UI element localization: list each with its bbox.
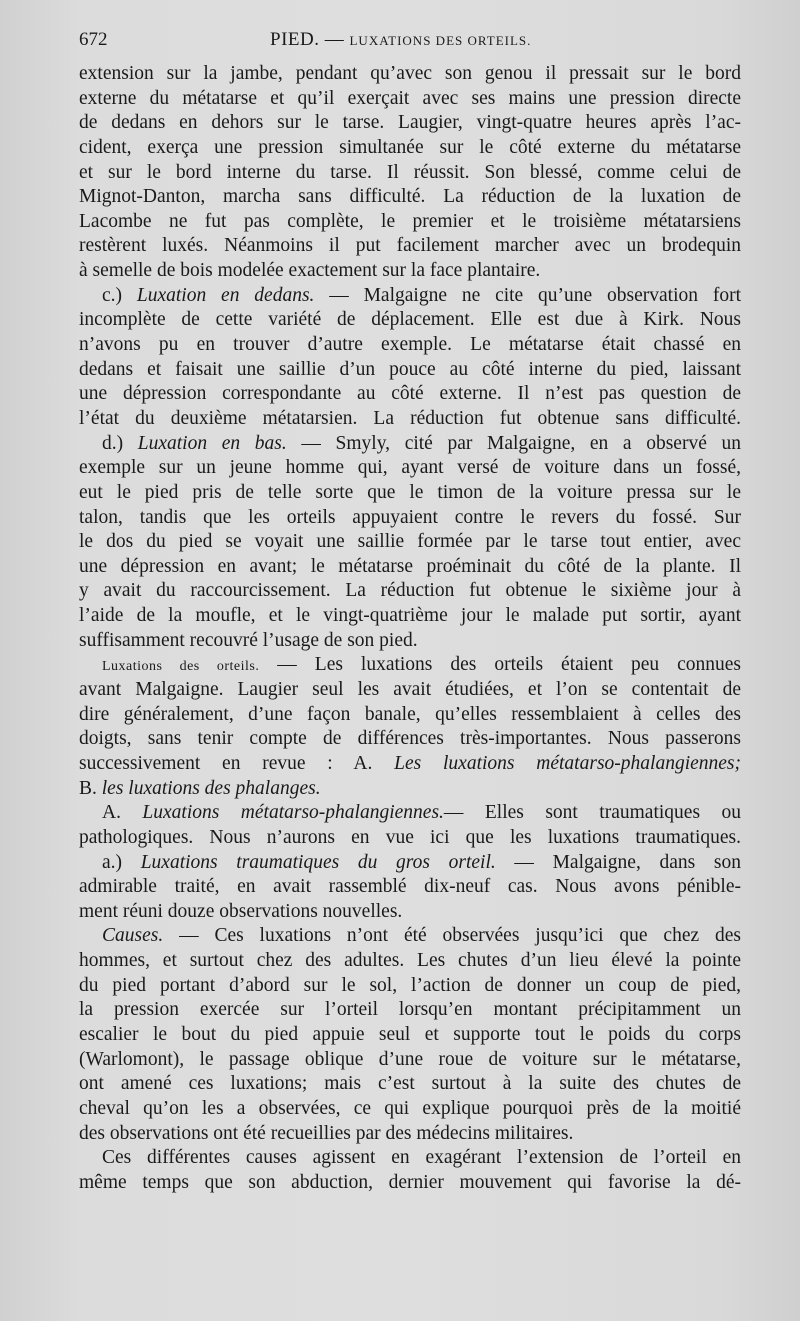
text-line [79, 1097, 741, 1122]
text-line [79, 924, 741, 949]
line-text: une dépression correspondante au côté externe. Il n’est pas question de [79, 383, 741, 405]
line-text: doigts, sans tenir compte de différences très-importantes. Nous passerons [79, 728, 741, 750]
text-line [79, 1048, 741, 1073]
line-text: — Les luxations des orteils étaient peu connues [259, 654, 741, 676]
line-text: extension sur la jambe, pendant qu’avec son genou il pressait sur le bord [79, 63, 741, 84]
page-number: 672 [79, 29, 108, 50]
line-text: le dos du pied se voyait une saillie formée par le tarse tout entier, avec [79, 531, 741, 553]
text-line [79, 801, 741, 826]
text-line [79, 1171, 741, 1196]
line-text: — Malgaigne ne cite qu’une observation fort [314, 284, 742, 306]
line-text: talon, tandis que les orteils appuyaient contre le revers du fossé. Sur [79, 506, 741, 528]
line-text: dedans et faisait une saillie d’un pouce au côté interne du pied, laissant [79, 358, 741, 380]
body-text [79, 62, 741, 1195]
italic-heading: Luxations métatarso-phalangiennes. [142, 802, 444, 824]
text-line [79, 530, 741, 555]
italic-heading: Luxations traumatiques du gros orteil. [140, 851, 496, 873]
line-text: Ces différentes causes agissent en exagérant l’extension de l’orteil en [102, 1147, 741, 1169]
text-line [79, 1122, 741, 1147]
text-line [79, 1072, 741, 1097]
text-line [79, 136, 741, 161]
text-line [79, 161, 741, 186]
text-line [79, 481, 741, 506]
text-line [79, 358, 741, 383]
text-line [79, 752, 741, 777]
text-line [79, 210, 741, 235]
line-text: escalier le bout du pied appuie seul et supporte tout le poids du corps [79, 1023, 741, 1045]
text-line [79, 998, 741, 1023]
line-text: admirable traité, en avait rassemblé dix-neuf cas. Nous avons pénible- [79, 876, 741, 898]
line-text: à semelle de bois modelée exactement sur la face plantaire. [79, 260, 541, 282]
italic-heading: Les luxations métatarso-phalangiennes; [394, 752, 741, 774]
running-header [79, 29, 741, 55]
line-text: une dépression en avant; le métatarse proéminait du côté de la plante. Il [79, 555, 741, 577]
text-line [79, 900, 741, 925]
text-line [79, 185, 741, 210]
line-text: cident, exerça une pression simultanée sur le côté externe du métatarse [79, 136, 741, 158]
text-line [79, 333, 741, 358]
text-line [79, 87, 741, 112]
running-title [270, 29, 531, 51]
text-line [79, 727, 741, 752]
text-line [79, 1023, 741, 1048]
text-line [79, 604, 741, 629]
line-text: pathologiques. Nous n’aurons en vue ici que les luxations traumatiques. [79, 826, 741, 848]
text-line [79, 974, 741, 999]
italic-heading: les luxations des phalanges. [101, 777, 321, 799]
line-text: la pression exercée sur l’orteil lorsqu’en montant précipitamment un [79, 999, 741, 1021]
line-text: avant Malgaigne. Laugier seul les avait étudiées, et l’on se contentait de [79, 679, 741, 701]
text-line [79, 653, 741, 678]
line-text: l’aide de la moufle, et le vingt-quatrième jour le malade put sortir, ayant [79, 605, 741, 627]
line-text: ment réuni douze observations nouvelles. [79, 900, 403, 922]
line-text: — Elles sont traumatiques ou [443, 802, 741, 824]
line-text: ont amené ces luxations; mais c’est surtout à la suite des chutes de [79, 1073, 741, 1095]
running-title-dash: — [319, 29, 350, 50]
small-caps-heading: Luxations des orteils. [102, 659, 260, 675]
line-text: des observations ont été recueillies par des médecins militaires. [79, 1122, 574, 1144]
italic-heading: Luxation en bas. [137, 432, 287, 454]
line-text: d.) [102, 432, 138, 454]
text-line [79, 62, 741, 87]
text-line [79, 284, 741, 309]
text-line [79, 703, 741, 728]
line-text: Mignot-Danton, marcha sans difficulté. La réduction de la luxation de [79, 186, 741, 208]
line-text: — Ces luxations n’ont été observées jusqu’ici que chez des [163, 925, 741, 947]
text-line [79, 407, 741, 432]
text-line [79, 678, 741, 703]
line-text: externe du métatarse et qu’il exerçait avec ses mains une pression directe [79, 87, 741, 109]
text-line [79, 308, 741, 333]
line-text: et sur le bord interne du tarse. Il réussit. Son blessé, comme celui de [79, 161, 741, 183]
italic-heading: Causes. [102, 925, 164, 947]
line-text: successivement en revue : A. [79, 752, 395, 774]
line-text: du pied portant d’abord sur le sol, l’action de donner un coup de pied, [79, 974, 741, 996]
line-text: c.) [102, 284, 137, 306]
text-line [79, 234, 741, 259]
text-line [79, 949, 741, 974]
line-text: exemple sur un jeune homme qui, ayant versé de voiture dans un fossé, [79, 457, 741, 479]
line-text: eut le pied pris de telle sorte que le timon de la voiture pressa sur le [79, 481, 741, 503]
line-text: hommes, et surtout chez des adultes. Les chutes d’un lieu élevé la pointe [79, 950, 741, 972]
line-text: A. [102, 802, 143, 824]
text-line [79, 777, 741, 802]
line-text: même temps que son abduction, dernier mouvement qui favorise la dé- [79, 1171, 741, 1193]
running-title-main: PIED. [270, 29, 320, 50]
line-text: Lacombe ne fut pas complète, le premier et le troisième métatarsiens [79, 210, 741, 232]
text-line [79, 875, 741, 900]
text-line [79, 432, 741, 457]
line-text: suffisamment recouvré l’usage de son pied. [79, 629, 418, 651]
text-line [79, 851, 741, 876]
text-line [79, 826, 741, 851]
line-text: dire généralement, d’une façon banale, qu’elles ressemblaient à celles des [79, 703, 741, 725]
text-line [79, 555, 741, 580]
text-line [79, 1146, 741, 1171]
line-text: B. [79, 777, 102, 799]
line-text: l’état du deuxième métatarsien. La réduction fut obtenue sans difficulté. [79, 407, 741, 429]
line-text: y avait du raccourcissement. La réduction fut obtenue le sixième jour à [79, 580, 741, 602]
line-text: de dedans en dehors sur le tarse. Laugier, vingt-quatre heures après l’ac- [79, 112, 741, 134]
text-line [79, 111, 741, 136]
line-text: — Smyly, cité par Malgaigne, en a observé un [286, 432, 741, 454]
text-line [79, 456, 741, 481]
line-text: incomplète de cette variété de déplacement. Elle est due à Kirk. Nous [79, 309, 741, 331]
line-text: n’avons pu en trouver d’autre exemple. Le métatarse était chassé en [79, 334, 741, 356]
running-title-sub: LUXATIONS DES ORTEILS. [349, 33, 532, 48]
italic-heading: Luxation en dedans. [136, 284, 315, 306]
text-line [79, 259, 741, 284]
line-text: (Warlomont), le passage oblique d’une roue de voiture sur le métatarse, [79, 1048, 741, 1070]
text-line [79, 506, 741, 531]
text-line [79, 629, 741, 654]
text-line [79, 382, 741, 407]
line-text: a.) [102, 851, 141, 873]
line-text: — Malgaigne, dans son [495, 851, 741, 873]
text-line [79, 579, 741, 604]
line-text: restèrent luxés. Néanmoins il put facilement marcher avec un brodequin [79, 235, 741, 257]
line-text: cheval qu’on les a observées, ce qui explique pourquoi près de la moitié [79, 1097, 741, 1119]
